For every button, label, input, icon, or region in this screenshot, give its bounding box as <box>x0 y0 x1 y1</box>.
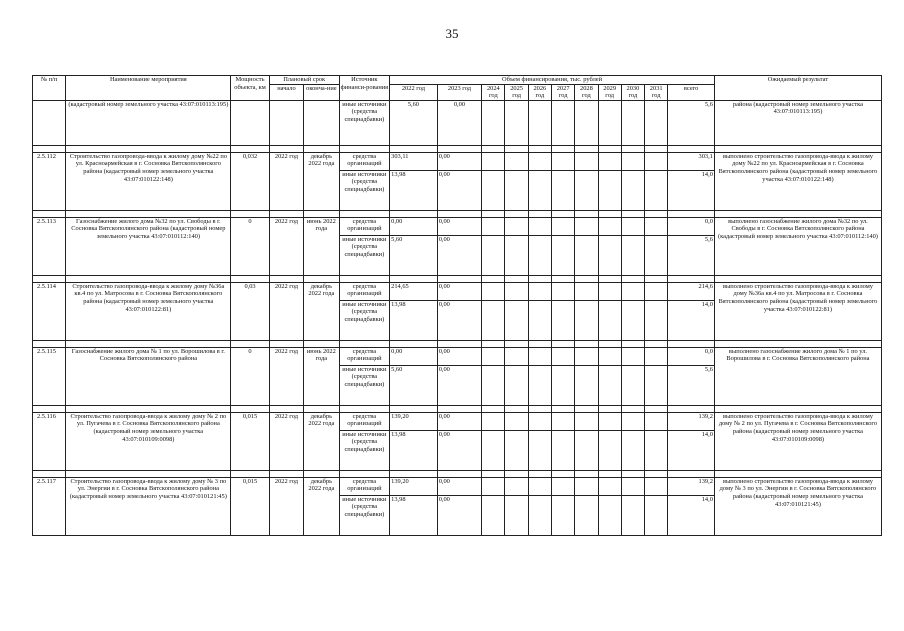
row-src2-2023: 0,00 <box>437 430 482 470</box>
row-number: 2.5.113 <box>33 217 66 275</box>
row-src2-total: 5,6 <box>668 235 715 275</box>
row-src1-total: 0,0 <box>668 347 715 365</box>
row-src1-2023: 0,00 <box>437 477 482 495</box>
row-capacity: 0 <box>231 217 269 275</box>
table-row <box>33 477 882 495</box>
row-start: 2022 год <box>269 282 303 340</box>
row-end: декабрь 2022 года <box>304 152 339 210</box>
row-src2-2022: 5,60 <box>390 365 438 405</box>
row-src1-total: 139,2 <box>668 412 715 430</box>
row-number: 2.5.116 <box>33 412 66 470</box>
row-source-1: средства организаций <box>339 347 390 365</box>
cont-2023: 0,00 <box>437 100 482 145</box>
row-result: выполнено газоснабжение жилого дома № 1 по ул. Ворошилова в г. Сосновка Вятскополянского района <box>714 347 881 405</box>
row-src1-2022: 139,20 <box>390 412 438 430</box>
row-src2-2022: 13,98 <box>390 430 438 470</box>
row-src1-total: 303,1 <box>668 152 715 170</box>
header-planned-term: Плановый срок <box>269 76 339 85</box>
row-name: Газоснабжение жилого дома №32 по ул. Свободы в г. Сосновка Вятскополянского района (кадастровый номер земельного участка 43:07:010112:140) <box>66 217 231 275</box>
row-name: Строительство газопровода-ввода к жилому дому №22 по ул. Красноармейская в г. Сосновка Вятскополянского района (кадастровый номер земельного участка 43:07:010122:148) <box>66 152 231 210</box>
header-year-2022: 2022 год <box>390 84 438 100</box>
row-spacer <box>33 470 882 477</box>
header-year-2026: 2026 год <box>528 84 551 100</box>
row-source-2: иные источники (средства спецнадбавки) <box>339 300 390 340</box>
row-capacity: 0,015 <box>231 412 269 470</box>
header-year-2030: 2030 год <box>621 84 644 100</box>
header-year-2025: 2025 год <box>505 84 528 100</box>
row-capacity: 0,032 <box>231 152 269 210</box>
row-source-1: средства организаций <box>339 152 390 170</box>
header-end: оконча-ние <box>304 84 339 100</box>
row-source-1: средства организаций <box>339 412 390 430</box>
row-end: декабрь 2022 года <box>304 477 339 535</box>
table-row <box>33 282 882 300</box>
row-source-2: иные источники (средства спецнадбавки) <box>339 170 390 210</box>
row-end: июнь 2022 года <box>304 347 339 405</box>
row-spacer <box>33 405 882 412</box>
table-row <box>33 412 882 430</box>
row-src2-2023: 0,00 <box>437 365 482 405</box>
header-year-2031: 2031 год <box>645 84 668 100</box>
row-number: 2.5.112 <box>33 152 66 210</box>
header-num: № п/п <box>33 76 66 101</box>
row-source-2: иные источники (средства спецнадбавки) <box>339 235 390 275</box>
header-year-2024: 2024 год <box>482 84 505 100</box>
row-src2-total: 14,0 <box>668 430 715 470</box>
row-src1-2023: 0,00 <box>437 412 482 430</box>
header-funding-volume: Объем финансирования, тыс. рублей <box>390 76 715 85</box>
row-src1-2023: 0,00 <box>437 217 482 235</box>
table-header <box>33 76 882 101</box>
row-start: 2022 год <box>269 347 303 405</box>
header-year-2023: 2023 год <box>437 84 482 100</box>
row-start: 2022 год <box>269 152 303 210</box>
row-source-1: средства организаций <box>339 217 390 235</box>
row-src2-2022: 5,60 <box>390 235 438 275</box>
row-result: выполнено строительство газопровода-ввода к жилому дому № 2 по ул. Пугачева в г. Сосновка Вятскополянского района (кадастровый номер земельного участка 43:07:010109:0098) <box>714 412 881 470</box>
row-result: выполнено строительство газопровода-ввода к жилому дому № 3 по ул. Энергии в г. Сосновка Вятскополянского района (кадастровый номер земельного участка 43:07:010121:45) <box>714 477 881 535</box>
row-src2-total: 14,0 <box>668 495 715 535</box>
row-name: Строительство газопровода-ввода к жилому дому № 2 по ул. Пугачева в г. Сосновка Вятскополянского района (кадастровый номер земельного участка 43:07:010109:0098) <box>66 412 231 470</box>
table-row <box>33 347 882 365</box>
row-name: Строительство газопровода-ввода к жилому дому № 3 по ул. Энергии в г. Сосновка Вятскополянского района (кадастровый номер земельного участка 43:07:010121:45) <box>66 477 231 535</box>
row-start: 2022 год <box>269 412 303 470</box>
cont-result: района (кадастровый номер земельного участка 43:07:010113:195) <box>714 100 881 145</box>
row-result: выполнено строительство газопровода-ввода к жилому дому №36а кв.4 по ул. Матросова в г. Сосновка Вятскополянского района (кадастровый номер земельного участка 43:07:010122:81) <box>714 282 881 340</box>
row-src2-2023: 0,00 <box>437 300 482 340</box>
row-src1-2023: 0,00 <box>437 347 482 365</box>
row-source-1: средства организаций <box>339 282 390 300</box>
row-capacity: 0,03 <box>231 282 269 340</box>
row-src1-2022: 214,65 <box>390 282 438 300</box>
row-src2-total: 5,6 <box>668 365 715 405</box>
row-src1-total: 214,6 <box>668 282 715 300</box>
row-capacity: 0 <box>231 347 269 405</box>
header-total: всего <box>668 84 715 100</box>
row-source-2: иные источники (средства спецнадбавки) <box>339 430 390 470</box>
row-spacer <box>33 145 882 152</box>
header-year-2027: 2027 год <box>552 84 575 100</box>
cont-total: 5,6 <box>668 100 715 145</box>
row-number: 2.5.114 <box>33 282 66 340</box>
row-src2-2022: 13,98 <box>390 495 438 535</box>
row-spacer <box>33 340 882 347</box>
row-src1-2023: 0,00 <box>437 282 482 300</box>
row-result: выполнено строительство газопровода-ввода к жилому дому №22 по ул. Красноармейская в г. Сосновка Вятскополянского района (кадастровый номер земельного участка 43:07:010122:148) <box>714 152 881 210</box>
row-end: июнь 2022 года <box>304 217 339 275</box>
row-src2-2023: 0,00 <box>437 170 482 210</box>
header-year-2029: 2029 год <box>598 84 621 100</box>
row-src1-total: 139,2 <box>668 477 715 495</box>
header-name: Наименование мероприятия <box>66 76 231 101</box>
row-start: 2022 год <box>269 477 303 535</box>
row-name: Строительство газопровода-ввода к жилому дому №36а кв.4 по ул. Матросова в г. Сосновка Вятскополянского района (кадастровый номер земельного участка 43:07:010122:81) <box>66 282 231 340</box>
header-start: начало <box>269 84 303 100</box>
row-name: Газоснабжение жилого дома № 1 по ул. Ворошилова в г. Сосновка Вятскополянского района <box>66 347 231 405</box>
table-row <box>33 217 882 235</box>
row-spacer <box>33 275 882 282</box>
financing-table <box>32 75 882 536</box>
header-year-2028: 2028 год <box>575 84 598 100</box>
row-src1-2022: 0,00 <box>390 347 438 365</box>
cont-name: (кадастровый номер земельного участка 43:07:010113:195) <box>66 100 231 145</box>
table-row <box>33 152 882 170</box>
row-src2-2022: 13,98 <box>390 170 438 210</box>
header-capacity: Мощность объекта, км <box>231 76 269 101</box>
cont-2022: 5,60 <box>390 100 438 145</box>
row-start: 2022 год <box>269 217 303 275</box>
row-src1-total: 0,0 <box>668 217 715 235</box>
row-src1-2022: 139,20 <box>390 477 438 495</box>
row-src1-2022: 0,00 <box>390 217 438 235</box>
row-src2-2023: 0,00 <box>437 235 482 275</box>
row-src1-2022: 303,11 <box>390 152 438 170</box>
row-source-1: средства организаций <box>339 477 390 495</box>
row-spacer <box>33 210 882 217</box>
row-source-2: иные источники (средства спецнадбавки) <box>339 495 390 535</box>
row-src2-total: 14,0 <box>668 300 715 340</box>
row-src2-2023: 0,00 <box>437 495 482 535</box>
row-result: выполнено газоснабжение жилого дома №32 по ул. Свободы в г. Сосновка Вятскополянского района (кадастровый номер земельного участка 43:07:010112:140) <box>714 217 881 275</box>
row-number: 2.5.117 <box>33 477 66 535</box>
row-end: декабрь 2022 года <box>304 282 339 340</box>
cont-source: иные источники (средства спецнадбавки) <box>339 100 390 145</box>
header-source: Источник финанси-рования <box>339 76 390 101</box>
row-source-2: иные источники (средства спецнадбавки) <box>339 365 390 405</box>
table-body <box>33 100 882 535</box>
row-src2-total: 14,0 <box>668 170 715 210</box>
row-capacity: 0,015 <box>231 477 269 535</box>
table-row-continuation <box>33 100 882 145</box>
row-src1-2023: 0,00 <box>437 152 482 170</box>
page-number: 35 <box>445 26 459 41</box>
row-src2-2022: 13,98 <box>390 300 438 340</box>
header-result: Ожидаемый результат <box>714 76 881 101</box>
row-end: декабрь 2022 года <box>304 412 339 470</box>
row-number: 2.5.115 <box>33 347 66 405</box>
